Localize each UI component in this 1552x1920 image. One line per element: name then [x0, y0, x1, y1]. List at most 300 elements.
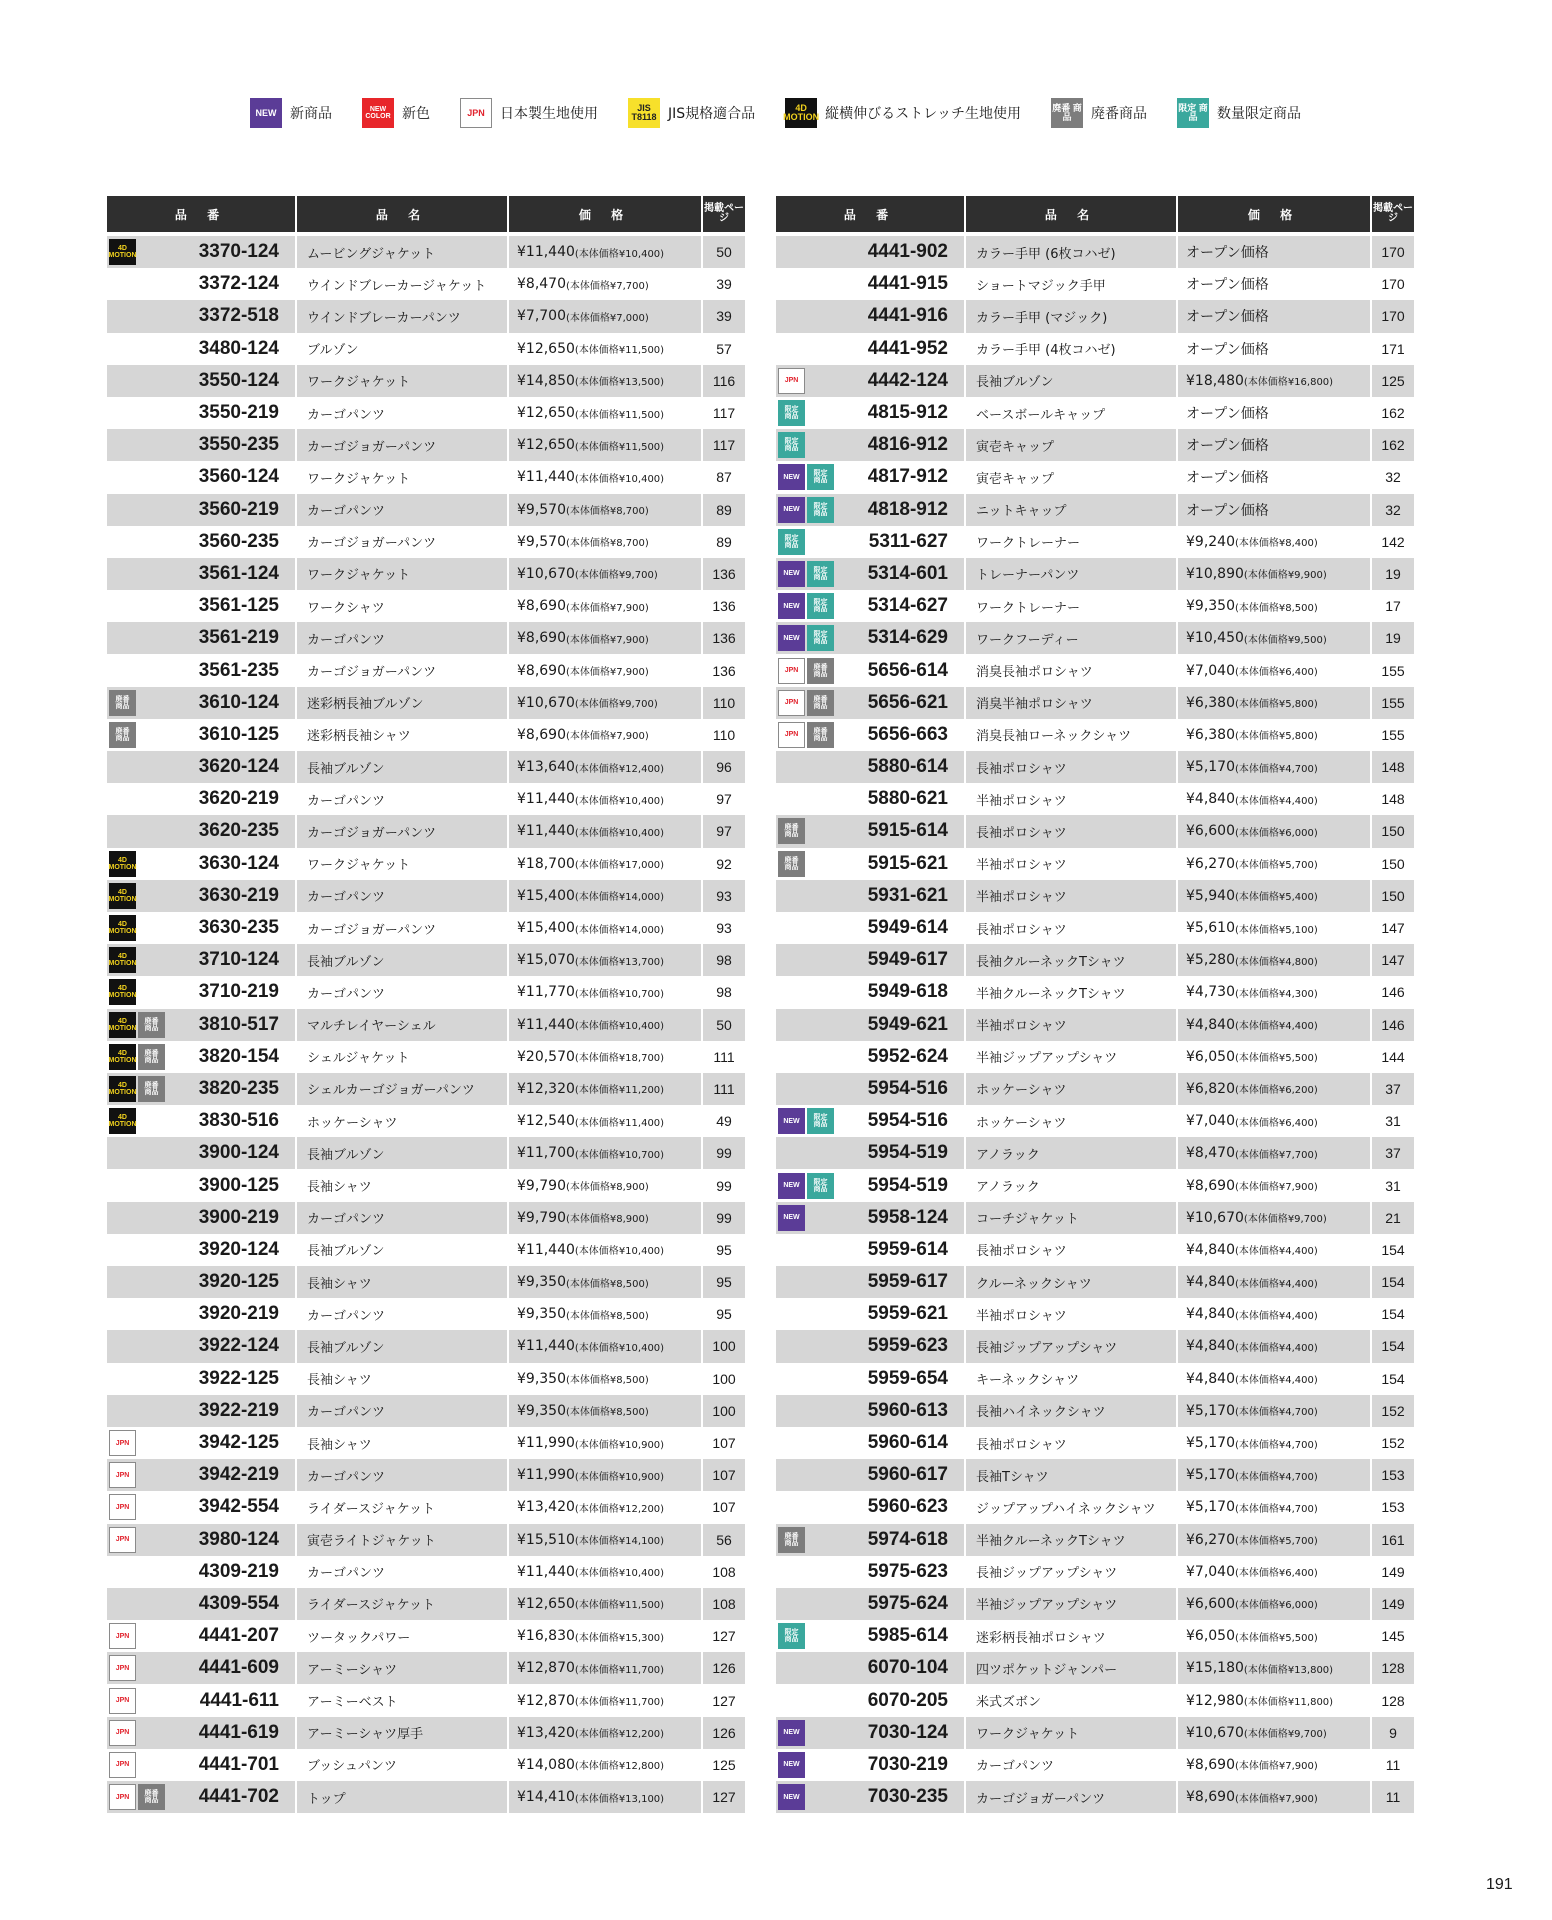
product-code: 7030-124 [867, 1721, 948, 1743]
product-code: 3620-219 [198, 788, 279, 810]
badge-group [109, 1430, 136, 1456]
product-name: コーチジャケット [966, 1202, 1178, 1234]
header-name: 品 名 [297, 196, 509, 232]
price: ¥7,040 [1186, 662, 1235, 679]
code-cell [107, 300, 297, 332]
base-price-note: 本体価格 [1238, 892, 1279, 904]
badge-group [778, 1173, 834, 1199]
base-price-note: 本体価格 [578, 827, 619, 839]
price-cell [509, 1266, 703, 1298]
product-code: 3942-219 [198, 1464, 279, 1486]
price: ¥12,650 [517, 1595, 575, 1612]
price: ¥6,380 [1186, 694, 1235, 711]
catalog-page: 57 [716, 340, 732, 357]
price: ¥5,170 [1186, 1499, 1235, 1516]
base-price: (本体価格¥7,900) [566, 667, 649, 679]
code-cell [107, 461, 297, 493]
price: ¥11,770 [517, 984, 575, 1001]
price: ¥6,600 [1186, 823, 1235, 840]
base-price-value: ¥8,400 [1278, 538, 1314, 550]
limited-badge-icon: 限定 商品 [807, 1108, 834, 1134]
badge-group [109, 947, 136, 973]
code-cell [776, 1427, 966, 1459]
badge-group [778, 368, 805, 394]
product-code: 5975-624 [867, 1592, 948, 1614]
base-price-note: 本体価格 [1247, 1729, 1288, 1741]
base-price-value: ¥14,100 [618, 1536, 661, 1548]
code-cell [776, 365, 966, 397]
base-price: (本体価格¥9,500) [1243, 634, 1327, 646]
base-price: (本体価格¥10,400) [574, 795, 665, 807]
product-name: シェルジャケット [297, 1041, 509, 1073]
code-cell [107, 1717, 297, 1749]
product-name: 半袖クルーネックTシャツ [966, 976, 1178, 1008]
discontinued-badge-icon: 廃番 商品 [138, 1076, 165, 1102]
table-row [107, 654, 745, 686]
price-cell [509, 1620, 703, 1652]
product-code: 3942-125 [198, 1432, 279, 1454]
product-code: 3710-124 [198, 949, 279, 971]
product-name: 長袖ブルゾン [297, 1137, 509, 1169]
price-cell [1178, 1202, 1372, 1234]
base-price-note: 本体価格 [569, 538, 610, 550]
product-code: 4441-952 [867, 337, 948, 359]
base-price-value: ¥9,700 [1287, 1214, 1323, 1226]
product-code: 3630-124 [198, 852, 279, 874]
product-name: アーミーシャツ [297, 1652, 509, 1684]
catalog-page: 17 [1385, 598, 1401, 615]
code-cell [107, 912, 297, 944]
catalog-page: 32 [1385, 501, 1401, 518]
price-cell [1178, 558, 1372, 590]
base-price-note: 本体価格 [578, 1085, 619, 1097]
base-price-value: ¥9,500 [1287, 634, 1323, 646]
product-code: 5960-614 [867, 1432, 948, 1454]
price: ¥8,690 [1186, 1789, 1235, 1806]
product-code: 5985-614 [867, 1625, 948, 1647]
price: ¥5,280 [1186, 952, 1235, 969]
product-code: 5880-621 [867, 788, 948, 810]
price: ¥12,650 [517, 405, 575, 422]
badge-group [109, 1655, 136, 1681]
product-name: 半袖ジップアップシャツ [966, 1588, 1178, 1620]
badge-group [109, 1623, 136, 1649]
base-price: (本体価格¥7,900) [1235, 1793, 1318, 1805]
table-row [107, 848, 745, 880]
product-code: 5915-621 [867, 852, 948, 874]
price-cell [509, 1363, 703, 1395]
table-row [776, 333, 1414, 365]
price: ¥11,440 [517, 1241, 575, 1258]
product-code: 3920-125 [198, 1271, 279, 1293]
table-row [107, 558, 745, 590]
base-price: (本体価格¥4,400) [1235, 1246, 1318, 1258]
legend [250, 98, 1331, 128]
badge-group [778, 1752, 805, 1778]
code-cell [776, 1298, 966, 1330]
base-price: (本体価格¥5,400) [1235, 892, 1318, 904]
product-name: アーミーシャツ厚手 [297, 1717, 509, 1749]
4d-motion-badge-icon: 4D MOTION [109, 239, 136, 265]
price: ¥11,440 [517, 244, 575, 261]
page-number: 191 [1486, 1876, 1513, 1893]
base-price: (本体価格¥10,400) [574, 473, 665, 485]
price-cell [509, 848, 703, 880]
price-cell [1178, 397, 1372, 429]
table-row [776, 622, 1414, 654]
base-price-note: 本体価格 [578, 1600, 619, 1612]
code-cell [776, 268, 966, 300]
base-price-note: 本体価格 [1238, 1503, 1279, 1515]
base-price-note: 本体価格 [1238, 1536, 1279, 1548]
catalog-page: 96 [716, 759, 732, 776]
new-badge-icon: NEW [778, 1720, 805, 1746]
base-price-value: ¥7,900 [609, 634, 645, 646]
table-row [107, 526, 745, 558]
base-price-value: ¥9,700 [618, 570, 654, 582]
product-name: クルーネックシャツ [966, 1266, 1178, 1298]
price: ¥12,650 [517, 437, 575, 454]
product-name: ワークジャケット [966, 1717, 1178, 1749]
code-cell [776, 1717, 966, 1749]
limited-badge-icon: 限定 商品 [778, 400, 805, 426]
product-code: 3830-516 [198, 1110, 279, 1132]
base-price: (本体価格¥4,400) [1235, 1021, 1318, 1033]
base-price: (本体価格¥8,700) [566, 538, 649, 550]
price-cell [1178, 1395, 1372, 1427]
catalog-page: 136 [712, 565, 736, 582]
base-price-note: 本体価格 [1238, 1342, 1279, 1354]
code-cell [776, 1330, 966, 1362]
product-code: 3550-235 [198, 434, 279, 456]
price-cell [1178, 912, 1372, 944]
base-price: (本体価格¥7,900) [1235, 1182, 1318, 1194]
price-cell [1178, 1588, 1372, 1620]
price-cell [1178, 494, 1372, 526]
base-price-note: 本体価格 [578, 441, 619, 453]
code-cell [776, 494, 966, 526]
base-price-note: 本体価格 [1238, 924, 1279, 936]
product-name: カーゴジョガーパンツ [966, 1781, 1178, 1813]
product-code: 5960-623 [867, 1496, 948, 1518]
catalog-page: 87 [716, 469, 732, 486]
price-cell [1178, 1652, 1372, 1684]
base-price-value: ¥4,400 [1278, 1342, 1314, 1354]
limited-badge-icon: 限定 商品 [807, 561, 834, 587]
base-price-note: 本体価格 [1238, 988, 1279, 1000]
price: ¥7,700 [517, 308, 566, 325]
base-price: (本体価格¥10,400) [574, 1342, 665, 1354]
table-row [776, 558, 1414, 590]
price: ¥11,440 [517, 469, 575, 486]
table-row [776, 687, 1414, 719]
table-row [107, 1588, 745, 1620]
price-cell [1178, 1556, 1372, 1588]
price-cell [1178, 1620, 1372, 1652]
table-row [776, 461, 1414, 493]
price: オープン価格 [1186, 277, 1269, 294]
product-code: 3561-124 [198, 562, 279, 584]
price: ¥11,990 [517, 1435, 575, 1452]
base-price-note: 本体価格 [578, 1729, 619, 1741]
base-price: (本体価格¥7,700) [566, 280, 649, 292]
price: ¥10,450 [1186, 630, 1244, 647]
base-price: (本体価格¥6,400) [1235, 1568, 1318, 1580]
code-cell [776, 783, 966, 815]
table-row [776, 1298, 1414, 1330]
code-cell [776, 976, 966, 1008]
price: ¥4,840 [1186, 1306, 1235, 1323]
base-price-value: ¥6,000 [1278, 1600, 1314, 1612]
code-cell [776, 1202, 966, 1234]
table-row [776, 1717, 1414, 1749]
table-row [776, 1652, 1414, 1684]
table-row [776, 880, 1414, 912]
new-badge-icon: NEW [778, 1173, 805, 1199]
base-price: (本体価格¥13,500) [574, 377, 665, 389]
base-price-note: 本体価格 [578, 924, 619, 936]
4d-motion-badge-icon: 4D MOTION [109, 883, 136, 909]
base-price-value: ¥4,700 [1278, 1439, 1314, 1451]
badge-group [109, 883, 136, 909]
catalog-page: 136 [712, 598, 736, 615]
product-code: 4442-124 [867, 369, 948, 391]
base-price-note: 本体価格 [1238, 1310, 1279, 1322]
code-cell [776, 815, 966, 847]
base-price: (本体価格¥4,700) [1235, 1503, 1318, 1515]
price: ¥10,670 [517, 565, 575, 582]
base-price-value: ¥5,700 [1278, 860, 1314, 872]
base-price: (本体価格¥7,900) [1235, 1761, 1318, 1773]
base-price: (本体価格¥10,900) [574, 1471, 665, 1483]
header-code: 品 番 [107, 196, 297, 232]
price-cell [509, 236, 703, 268]
discontinued-badge-icon: 廃番 商品 [138, 1012, 165, 1038]
badge-group [778, 1623, 805, 1649]
product-name: 半袖クルーネックTシャツ [966, 1524, 1178, 1556]
4d-motion-badge-icon: 4D MOTION [109, 1076, 136, 1102]
base-price-note: 本体価格 [1238, 1761, 1279, 1773]
jpn-badge-icon: JPN [109, 1430, 136, 1456]
catalog-page: 93 [716, 887, 732, 904]
base-price: (本体価格¥16,800) [1243, 377, 1334, 389]
price-cell [1178, 719, 1372, 751]
product-code: 4441-702 [198, 1786, 279, 1808]
price: ¥11,990 [517, 1467, 575, 1484]
code-cell [107, 333, 297, 365]
code-cell [107, 1234, 297, 1266]
base-price: (本体価格¥6,000) [1235, 827, 1318, 839]
product-name: キーネックシャツ [966, 1363, 1178, 1395]
4d-motion-badge-icon: 4D MOTION [109, 1108, 136, 1134]
base-price: (本体価格¥10,400) [574, 248, 665, 260]
price: ¥5,170 [1186, 759, 1235, 776]
base-price-note: 本体価格 [578, 1439, 619, 1451]
price-cell [1178, 1298, 1372, 1330]
catalog-page: 31 [1385, 1177, 1401, 1194]
base-price-value: ¥17,000 [618, 860, 661, 872]
price-cell [1178, 1781, 1372, 1813]
legend-limited [1177, 98, 1301, 128]
new-badge-icon: NEW [778, 464, 805, 490]
catalog-page: 49 [716, 1113, 732, 1130]
price: ¥11,700 [517, 1145, 575, 1162]
limited-badge-icon: 限定 商品 [807, 497, 834, 523]
code-cell [107, 783, 297, 815]
price-cell [509, 300, 703, 332]
catalog-page: 128 [1381, 1692, 1405, 1709]
product-code: 5656-614 [867, 659, 948, 681]
product-name: カーゴパンツ [297, 494, 509, 526]
catalog-page: 150 [1381, 823, 1405, 840]
catalog-page: 170 [1381, 276, 1405, 293]
table-row [776, 526, 1414, 558]
base-price-note: 本体価格 [1238, 1021, 1279, 1033]
base-price: (本体価格¥11,500) [574, 441, 665, 453]
price-cell [1178, 461, 1372, 493]
discontinued-badge-icon: 廃番 商品 [138, 1784, 165, 1810]
product-code: 3550-124 [198, 369, 279, 391]
product-name: カラー手甲 (4枚コハゼ) [966, 333, 1178, 365]
base-price-note: 本体価格 [1238, 956, 1279, 968]
price-cell [1178, 1234, 1372, 1266]
code-cell [776, 1363, 966, 1395]
product-name: 長袖ポロシャツ [966, 1234, 1178, 1266]
base-price: (本体価格¥17,000) [574, 860, 665, 872]
header-price: 価 格 [509, 196, 703, 232]
base-price-note: 本体価格 [569, 1375, 610, 1387]
base-price-note: 本体価格 [1238, 763, 1279, 775]
price: ¥4,840 [1186, 1338, 1235, 1355]
product-name: トップ [297, 1781, 509, 1813]
price-cell [1178, 590, 1372, 622]
header-price: 価 格 [1178, 196, 1372, 232]
base-price-note: 本体価格 [1238, 1407, 1279, 1419]
price-cell [509, 1781, 703, 1813]
base-price-note: 本体価格 [578, 473, 619, 485]
limited-badge-icon: 限定 商品 [807, 593, 834, 619]
product-name: 長袖ジップアップシャツ [966, 1556, 1178, 1588]
badge-group [778, 593, 834, 619]
product-name: カーゴパンツ [297, 622, 509, 654]
code-cell [107, 1459, 297, 1491]
code-cell [776, 1137, 966, 1169]
base-price-value: ¥10,400 [618, 248, 661, 260]
product-name: 迷彩柄長袖ブルゾン [297, 687, 509, 719]
table-row [776, 1427, 1414, 1459]
base-price-note: 本体価格 [578, 1697, 619, 1709]
code-cell [107, 1395, 297, 1427]
price-cell [1178, 1491, 1372, 1523]
base-price-note: 本体価格 [1238, 731, 1279, 743]
base-price-value: ¥8,700 [609, 506, 645, 518]
catalog-page: 155 [1381, 662, 1405, 679]
product-code: 5949-617 [867, 949, 948, 971]
jpn-badge-icon: JPN [778, 690, 805, 716]
product-code: 3980-124 [198, 1528, 279, 1550]
product-code: 4441-611 [199, 1689, 279, 1711]
product-name: 寅壱キャップ [966, 429, 1178, 461]
base-price: (本体価格¥15,300) [574, 1632, 665, 1644]
code-cell [107, 687, 297, 719]
badge-group [109, 1108, 136, 1134]
base-price: (本体価格¥4,300) [1235, 988, 1318, 1000]
product-name: 長袖ポロシャツ [966, 1427, 1178, 1459]
product-name: ムービングジャケット [297, 236, 509, 268]
base-price-note: 本体価格 [578, 1793, 619, 1805]
code-cell [107, 1524, 297, 1556]
price: オープン価格 [1186, 470, 1269, 487]
catalog-page: 50 [716, 1016, 732, 1033]
price: ¥20,570 [517, 1048, 575, 1065]
legend-new-color [362, 98, 430, 128]
base-price: (本体価格¥4,400) [1235, 1278, 1318, 1290]
product-name: ジップアップハイネックシャツ [966, 1491, 1178, 1523]
product-name: 寅壱ライトジャケット [297, 1524, 509, 1556]
price: ¥12,870 [517, 1660, 575, 1677]
code-cell [107, 815, 297, 847]
base-price-note: 本体価格 [569, 312, 610, 324]
table-row [776, 815, 1414, 847]
product-name: 長袖ブルゾン [297, 1234, 509, 1266]
catalog-page: 127 [712, 1789, 736, 1806]
base-price-value: ¥5,500 [1278, 1053, 1314, 1065]
product-code: 7030-219 [867, 1753, 948, 1775]
base-price: (本体価格¥18,700) [574, 1053, 665, 1065]
code-cell [107, 1363, 297, 1395]
code-cell [107, 622, 297, 654]
price-cell [509, 1749, 703, 1781]
new-badge-icon: NEW [778, 1108, 805, 1134]
table-header [107, 196, 745, 232]
code-cell [776, 397, 966, 429]
price: ¥15,510 [517, 1531, 575, 1548]
base-price-value: ¥11,500 [618, 409, 661, 421]
price: ¥11,440 [517, 1563, 575, 1580]
badge-group [778, 497, 834, 523]
code-cell [776, 622, 966, 654]
price-cell [509, 1298, 703, 1330]
base-price-note: 本体価格 [1238, 1632, 1279, 1644]
product-name: ベースボールキャップ [966, 397, 1178, 429]
price-cell [1178, 268, 1372, 300]
price-cell [509, 1009, 703, 1041]
price: ¥12,870 [517, 1692, 575, 1709]
base-price: (本体価格¥14,000) [574, 892, 665, 904]
base-price-value: ¥6,000 [1278, 827, 1314, 839]
catalog-page: 170 [1381, 308, 1405, 325]
catalog-page: 154 [1381, 1274, 1405, 1291]
code-cell [107, 1009, 297, 1041]
product-name: 消臭長袖ローネックシャツ [966, 719, 1178, 751]
product-code: 5931-621 [867, 884, 948, 906]
table-row [107, 1169, 745, 1201]
badge-group [109, 1462, 136, 1488]
catalog-page: 39 [716, 276, 732, 293]
base-price-value: ¥4,400 [1278, 1278, 1314, 1290]
base-price-value: ¥8,900 [609, 1182, 645, 1194]
table-row [107, 1395, 745, 1427]
catalog-page: 98 [716, 984, 732, 1001]
catalog-page: 31 [1385, 1113, 1401, 1130]
base-price-note: 本体価格 [578, 1568, 619, 1580]
code-cell [776, 1073, 966, 1105]
catalog-page: 126 [712, 1660, 736, 1677]
price: ¥7,040 [1186, 1113, 1235, 1130]
limited-badge-icon: 限定 商品 [807, 1173, 834, 1199]
base-price-value: ¥7,900 [609, 602, 645, 614]
price-cell [1178, 815, 1372, 847]
